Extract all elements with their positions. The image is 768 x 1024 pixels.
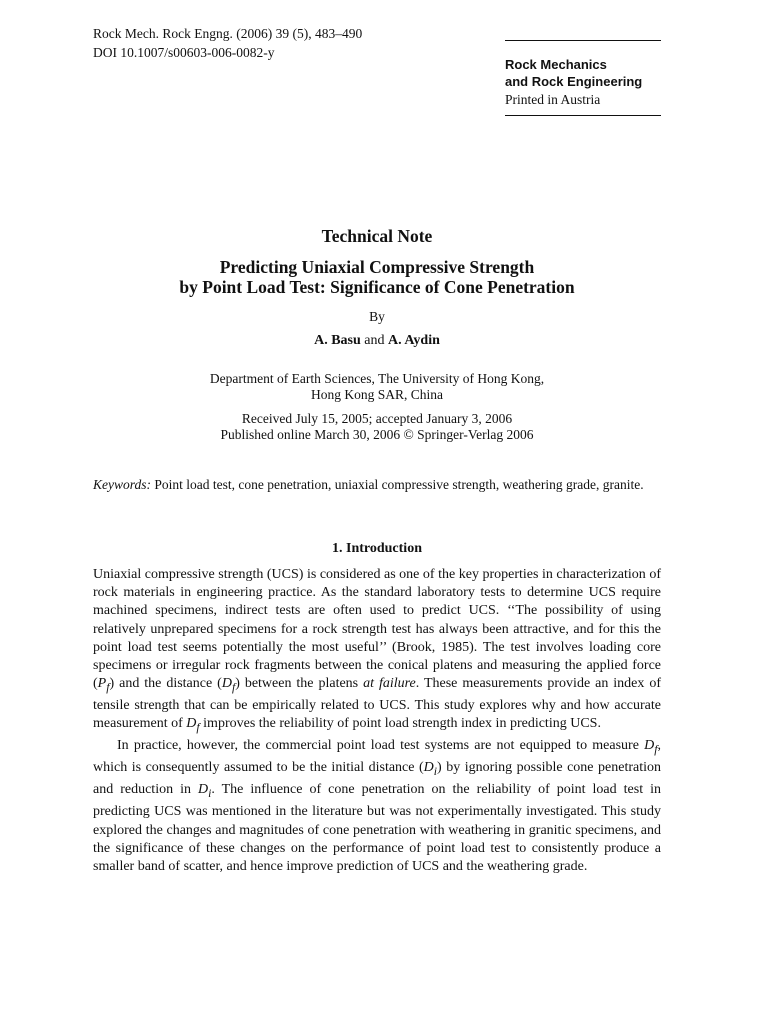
symbol-subscript: f: [231, 681, 236, 695]
keywords-text: Point load test, cone penetration, uniaxial compressive strength, weathering grade, granite.: [154, 477, 644, 492]
affiliation-line2: Hong Kong SAR, China: [310, 387, 443, 402]
symbol: P: [97, 676, 107, 692]
authors: [93, 333, 661, 349]
publication-dates: [93, 411, 661, 443]
journal-name-line1: Rock Mechanics: [505, 57, 607, 72]
journal-name-line2: and Rock Engineering: [505, 74, 643, 89]
author-name: A. Basu: [314, 333, 361, 348]
article-title: [93, 257, 661, 297]
text-run: In practice, however, the commercial point load test systems are not equipped to measure: [117, 738, 645, 754]
affiliation: [93, 371, 661, 403]
journal-rule-bottom: [505, 115, 661, 116]
symbol: D: [644, 738, 655, 754]
journal-rule-top: [505, 40, 661, 41]
received-line: Received July 15, 2005; accepted January 3, 2006: [241, 411, 513, 426]
paragraph: [93, 566, 661, 737]
doi-line: DOI 10.1007/s00603-006-0082-y: [93, 45, 275, 60]
journal-name: [505, 56, 661, 90]
symbol-subscript: f: [654, 743, 658, 757]
keywords: [93, 476, 661, 494]
symbol-subscript: f: [106, 681, 110, 695]
symbol: D: [221, 676, 232, 692]
by-label: By: [369, 309, 385, 324]
text-run: ) between the platens: [235, 676, 364, 692]
text-run: . These measurements provide an index of tensile strength that can be empirically related to UCS. This study explores why and how accurate measurement of: [93, 676, 662, 732]
keywords-label: Keywords:: [93, 477, 151, 492]
author-name: A. Aydin: [388, 333, 440, 348]
emphasis: at failure: [363, 676, 416, 692]
text-run: ) by ignoring possible cone penetration and reduction in: [93, 760, 661, 798]
symbol-subscript: f: [196, 721, 200, 735]
title-line1: Predicting Uniaxial Compressive Strength: [219, 257, 535, 277]
symbol-subscript: i: [433, 765, 438, 779]
paragraph: [93, 737, 661, 876]
text-run: . The influence of cone penetration on the reliability of point load test in predicting UCS was mentioned in the literature but was not experimentally investigated. This study explored the changes and magnitudes of cone penetration with weathering in granitic specimens, and the significance of these changes on the performance of point load test to consistently produce a smaller band of scatter, and hence improve prediction of UCS and the weathering grade.: [93, 782, 661, 875]
title-line2: by Point Load Test: Significance of Cone Penetration: [179, 277, 575, 297]
text-run: ) and the distance (: [109, 676, 222, 692]
text-run: , which is consequently assumed to be the initial distance (: [93, 738, 661, 776]
journal-box: [505, 44, 661, 109]
text-run: Uniaxial compressive strength (UCS) is considered as one of the key properties in characterization of rock materials in engineering practice. As the standard laboratory tests to determine UCS require machined specimens, indirect tests are often used to predict UCS. ‘‘The possibility of using relatively unprepared specimens for a rock strength test has always been attractive, and for this the point load test seems potentially the most useful’’ (Brook, 1985). The test involves loading core specimens or irregular rock fragments between the conical platens and measuring the applied force (: [93, 567, 661, 692]
published-line: Published online March 30, 2006 © Springer-Verlag 2006: [220, 427, 534, 442]
symbol: D: [186, 716, 197, 732]
text-run: improves the reliability of point load strength index in predicting UCS.: [199, 716, 601, 732]
section-heading: 1. Introduction: [332, 541, 422, 556]
printed-in: Printed in Austria: [505, 92, 601, 107]
symbol-subscript: i: [208, 787, 212, 801]
affiliation-line1: Department of Earth Sciences, The University of Hong Kong,: [209, 371, 545, 386]
citation-line: Rock Mech. Rock Engng. (2006) 39 (5), 483–490: [93, 26, 363, 41]
symbol: D: [423, 760, 434, 776]
citation-block: [93, 24, 362, 62]
symbol: D: [197, 782, 209, 798]
note-type: Technical Note: [321, 226, 433, 246]
author-conjunction: and: [364, 333, 385, 348]
body-text: [93, 566, 661, 876]
